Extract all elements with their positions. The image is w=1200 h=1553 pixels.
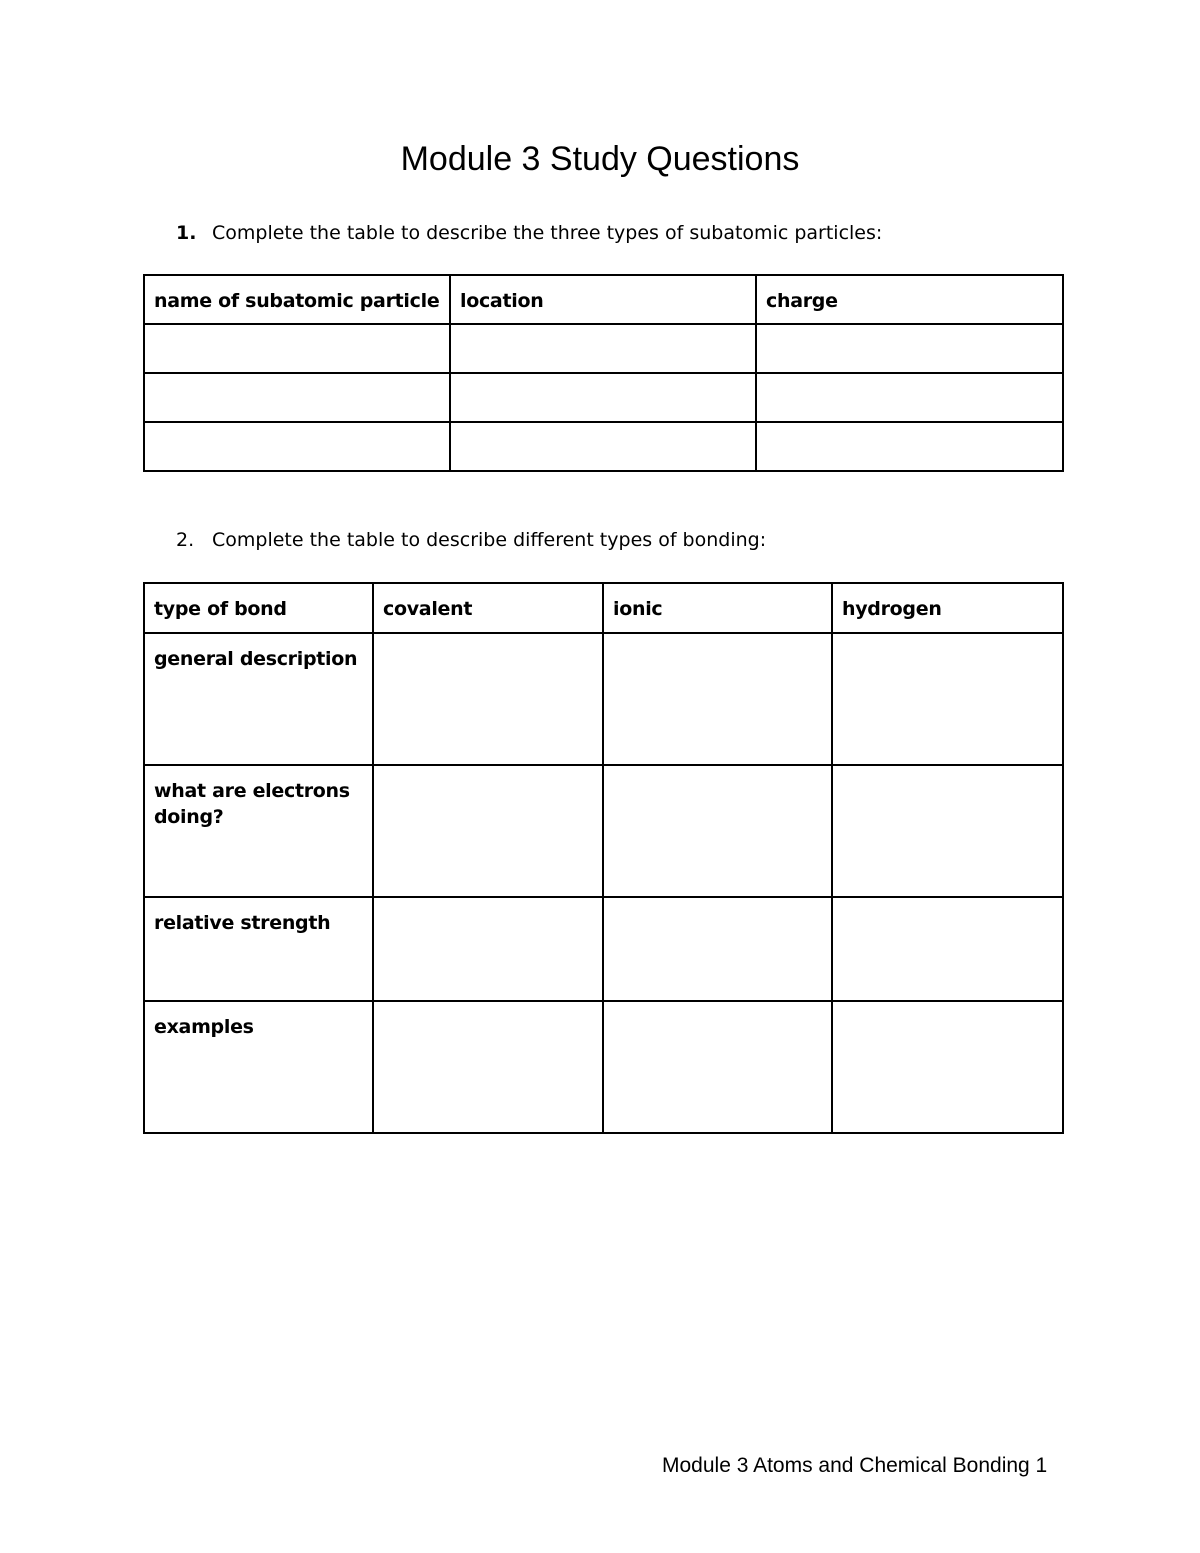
table-header-row: [144, 583, 1063, 633]
answer-cell[interactable]: [144, 422, 450, 471]
row-label: relative strength: [144, 897, 373, 1001]
bonding-types-table: [143, 582, 1064, 1134]
header-cell: hydrogen: [832, 583, 1063, 633]
table-row: [144, 897, 1063, 1001]
answer-cell[interactable]: [756, 324, 1063, 373]
table-row: [144, 633, 1063, 765]
answer-cell[interactable]: [832, 633, 1063, 765]
answer-cell[interactable]: [756, 422, 1063, 471]
question-2-text: Complete the table to describe different types of bonding:: [212, 529, 767, 551]
subatomic-particles-table: [143, 274, 1064, 472]
answer-cell[interactable]: [603, 765, 832, 897]
question-1-text: Complete the table to describe the three types of subatomic particles:: [212, 222, 883, 244]
answer-cell[interactable]: [373, 633, 603, 765]
question-1: [176, 222, 882, 244]
answer-cell[interactable]: [832, 1001, 1063, 1133]
answer-cell[interactable]: [756, 373, 1063, 422]
table-row: [144, 765, 1063, 897]
answer-cell[interactable]: [144, 324, 450, 373]
page-title: Module 3 Study Questions: [400, 140, 800, 178]
answer-cell[interactable]: [373, 897, 603, 1001]
answer-cell[interactable]: [450, 324, 756, 373]
answer-cell[interactable]: [144, 373, 450, 422]
header-cell: location: [450, 275, 756, 324]
answer-cell[interactable]: [832, 765, 1063, 897]
answer-cell[interactable]: [832, 897, 1063, 1001]
header-cell: covalent: [373, 583, 603, 633]
answer-cell[interactable]: [603, 1001, 832, 1133]
page-footer: Module 3 Atoms and Chemical Bonding 1: [662, 1454, 1048, 1477]
table-header-row: [144, 275, 1063, 324]
question-2: [176, 529, 766, 551]
question-2-number: 2.: [176, 529, 195, 551]
question-1-number: 1.: [176, 222, 197, 244]
header-cell: type of bond: [144, 583, 373, 633]
table-row: [144, 422, 1063, 471]
header-cell: charge: [756, 275, 1063, 324]
table-row: [144, 1001, 1063, 1133]
row-label: what are electrons doing?: [144, 765, 373, 897]
answer-cell[interactable]: [603, 897, 832, 1001]
answer-cell[interactable]: [450, 422, 756, 471]
answer-cell[interactable]: [603, 633, 832, 765]
row-label: general description: [144, 633, 373, 765]
header-cell: ionic: [603, 583, 832, 633]
answer-cell[interactable]: [450, 373, 756, 422]
row-label: examples: [144, 1001, 373, 1133]
header-cell: name of subatomic particle: [144, 275, 450, 324]
answer-cell[interactable]: [373, 1001, 603, 1133]
answer-cell[interactable]: [373, 765, 603, 897]
table-row: [144, 373, 1063, 422]
table-row: [144, 324, 1063, 373]
